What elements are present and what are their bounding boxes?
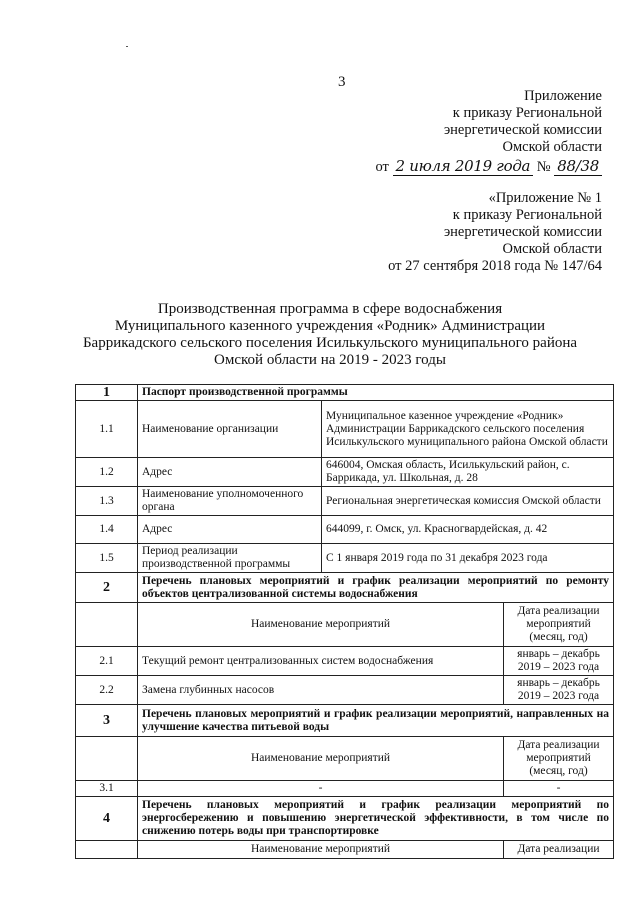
scan-mark <box>126 46 128 47</box>
empty-cell <box>76 841 138 859</box>
approval-date-line <box>376 158 603 176</box>
title-line: Производственная программа в сфере водоснабжения <box>157 301 503 317</box>
section-number: 3 <box>76 705 138 737</box>
row-date: январь – декабрь 2019 – 2023 года <box>504 676 614 705</box>
from-prefix: от <box>375 159 389 175</box>
row-value: Региональная энергетическая комиссия Омской области <box>322 487 614 516</box>
approval-line: Приложение <box>524 88 602 104</box>
column-header-row <box>76 737 614 781</box>
annex-line: Омской области <box>502 241 602 257</box>
section-number: 2 <box>76 573 138 603</box>
handwritten-date: 2 июля 2019 года <box>393 157 534 176</box>
row-number: 2.1 <box>76 647 138 676</box>
empty-cell <box>76 737 138 781</box>
section-title: Паспорт производственной программы <box>138 385 614 401</box>
column-header-event: Наименование мероприятий <box>138 603 504 647</box>
title-line: Баррикадского сельского поселения Исилькульского муниципального района <box>82 335 578 351</box>
annex-block <box>388 190 602 275</box>
section-header-row <box>76 705 614 737</box>
section-header-row <box>76 797 614 841</box>
annex-line: от 27 сентября 2018 года № 147/64 <box>388 258 602 274</box>
approval-line: к приказу Региональной <box>452 105 602 121</box>
row-date: - <box>504 781 614 797</box>
column-header-date: Дата реализации мероприятий (месяц, год) <box>504 737 614 781</box>
page-number: 3 <box>338 74 346 90</box>
approval-line: энергетической комиссии <box>443 122 602 138</box>
section-header-row <box>76 385 614 401</box>
table-row <box>76 781 614 797</box>
number-prefix: № <box>536 159 551 175</box>
annex-line: «Приложение № 1 <box>488 190 602 206</box>
row-number: 1.2 <box>76 458 138 487</box>
section-header-row <box>76 573 614 603</box>
column-header-date: Дата реализации <box>504 841 614 859</box>
title-line: Омской области на 2019 - 2023 годы <box>214 352 446 368</box>
row-label: Адрес <box>138 516 322 544</box>
section-number: 4 <box>76 797 138 841</box>
section-number: 1 <box>76 385 138 401</box>
row-number: 3.1 <box>76 781 138 797</box>
section-title: Перечень плановых мероприятий и график реализации мероприятий по ремонту объектов централизованной системы водоснабжения <box>138 573 614 603</box>
table-row <box>76 516 614 544</box>
row-label: Наименование уполномоченного органа <box>138 487 322 516</box>
empty-cell <box>76 603 138 647</box>
row-number: 2.2 <box>76 676 138 705</box>
table-row <box>76 676 614 705</box>
row-event: - <box>138 781 504 797</box>
column-header-row <box>76 603 614 647</box>
annex-line: энергетической комиссии <box>443 224 602 240</box>
section-title: Перечень плановых мероприятий и график реализации мероприятий по энергосбережению и повышению энергетической эффективности, в том числе по снижению потерь воды при транспортировке <box>138 797 614 841</box>
row-label: Адрес <box>138 458 322 487</box>
table-row <box>76 487 614 516</box>
column-header-row <box>76 841 614 859</box>
title-line: Муниципального казенного учреждения «Родник» Администрации <box>114 318 546 334</box>
table-row <box>76 647 614 676</box>
table-row <box>76 544 614 573</box>
approval-block <box>376 88 603 176</box>
annex-line: к приказу Региональной <box>452 207 602 223</box>
section-title: Перечень плановых мероприятий и график реализации мероприятий, направленных на улучшение качества питьевой воды <box>138 705 614 737</box>
row-value: 646004, Омская область, Исилькульский район, с. Баррикада, ул. Школьная, д. 28 <box>322 458 614 487</box>
row-number: 1.3 <box>76 487 138 516</box>
row-number: 1.5 <box>76 544 138 573</box>
column-header-date: Дата реализации мероприятий (месяц, год) <box>504 603 614 647</box>
table-row <box>76 401 614 458</box>
approval-line: Омской области <box>502 139 602 155</box>
column-header-event: Наименование мероприятий <box>138 841 504 859</box>
row-value: С 1 января 2019 года по 31 декабря 2023 года <box>322 544 614 573</box>
document-title <box>50 301 610 369</box>
row-number: 1.1 <box>76 401 138 458</box>
row-event: Замена глубинных насосов <box>138 676 504 705</box>
handwritten-number: 88/38 <box>554 157 602 176</box>
row-label: Наименование организации <box>138 401 322 458</box>
row-value: 644099, г. Омск, ул. Красногвардейская, д. 42 <box>322 516 614 544</box>
row-event: Текущий ремонт централизованных систем водоснабжения <box>138 647 504 676</box>
row-date: январь – декабрь 2019 – 2023 года <box>504 647 614 676</box>
column-header-event: Наименование мероприятий <box>138 737 504 781</box>
row-label: Период реализации производственной программы <box>138 544 322 573</box>
table-row <box>76 458 614 487</box>
row-number: 1.4 <box>76 516 138 544</box>
program-table <box>75 384 614 859</box>
row-value: Муниципальное казенное учреждение «Родник» Администрации Баррикадского сельского поселения Исилькульского муниципального района Омской области <box>322 401 614 458</box>
